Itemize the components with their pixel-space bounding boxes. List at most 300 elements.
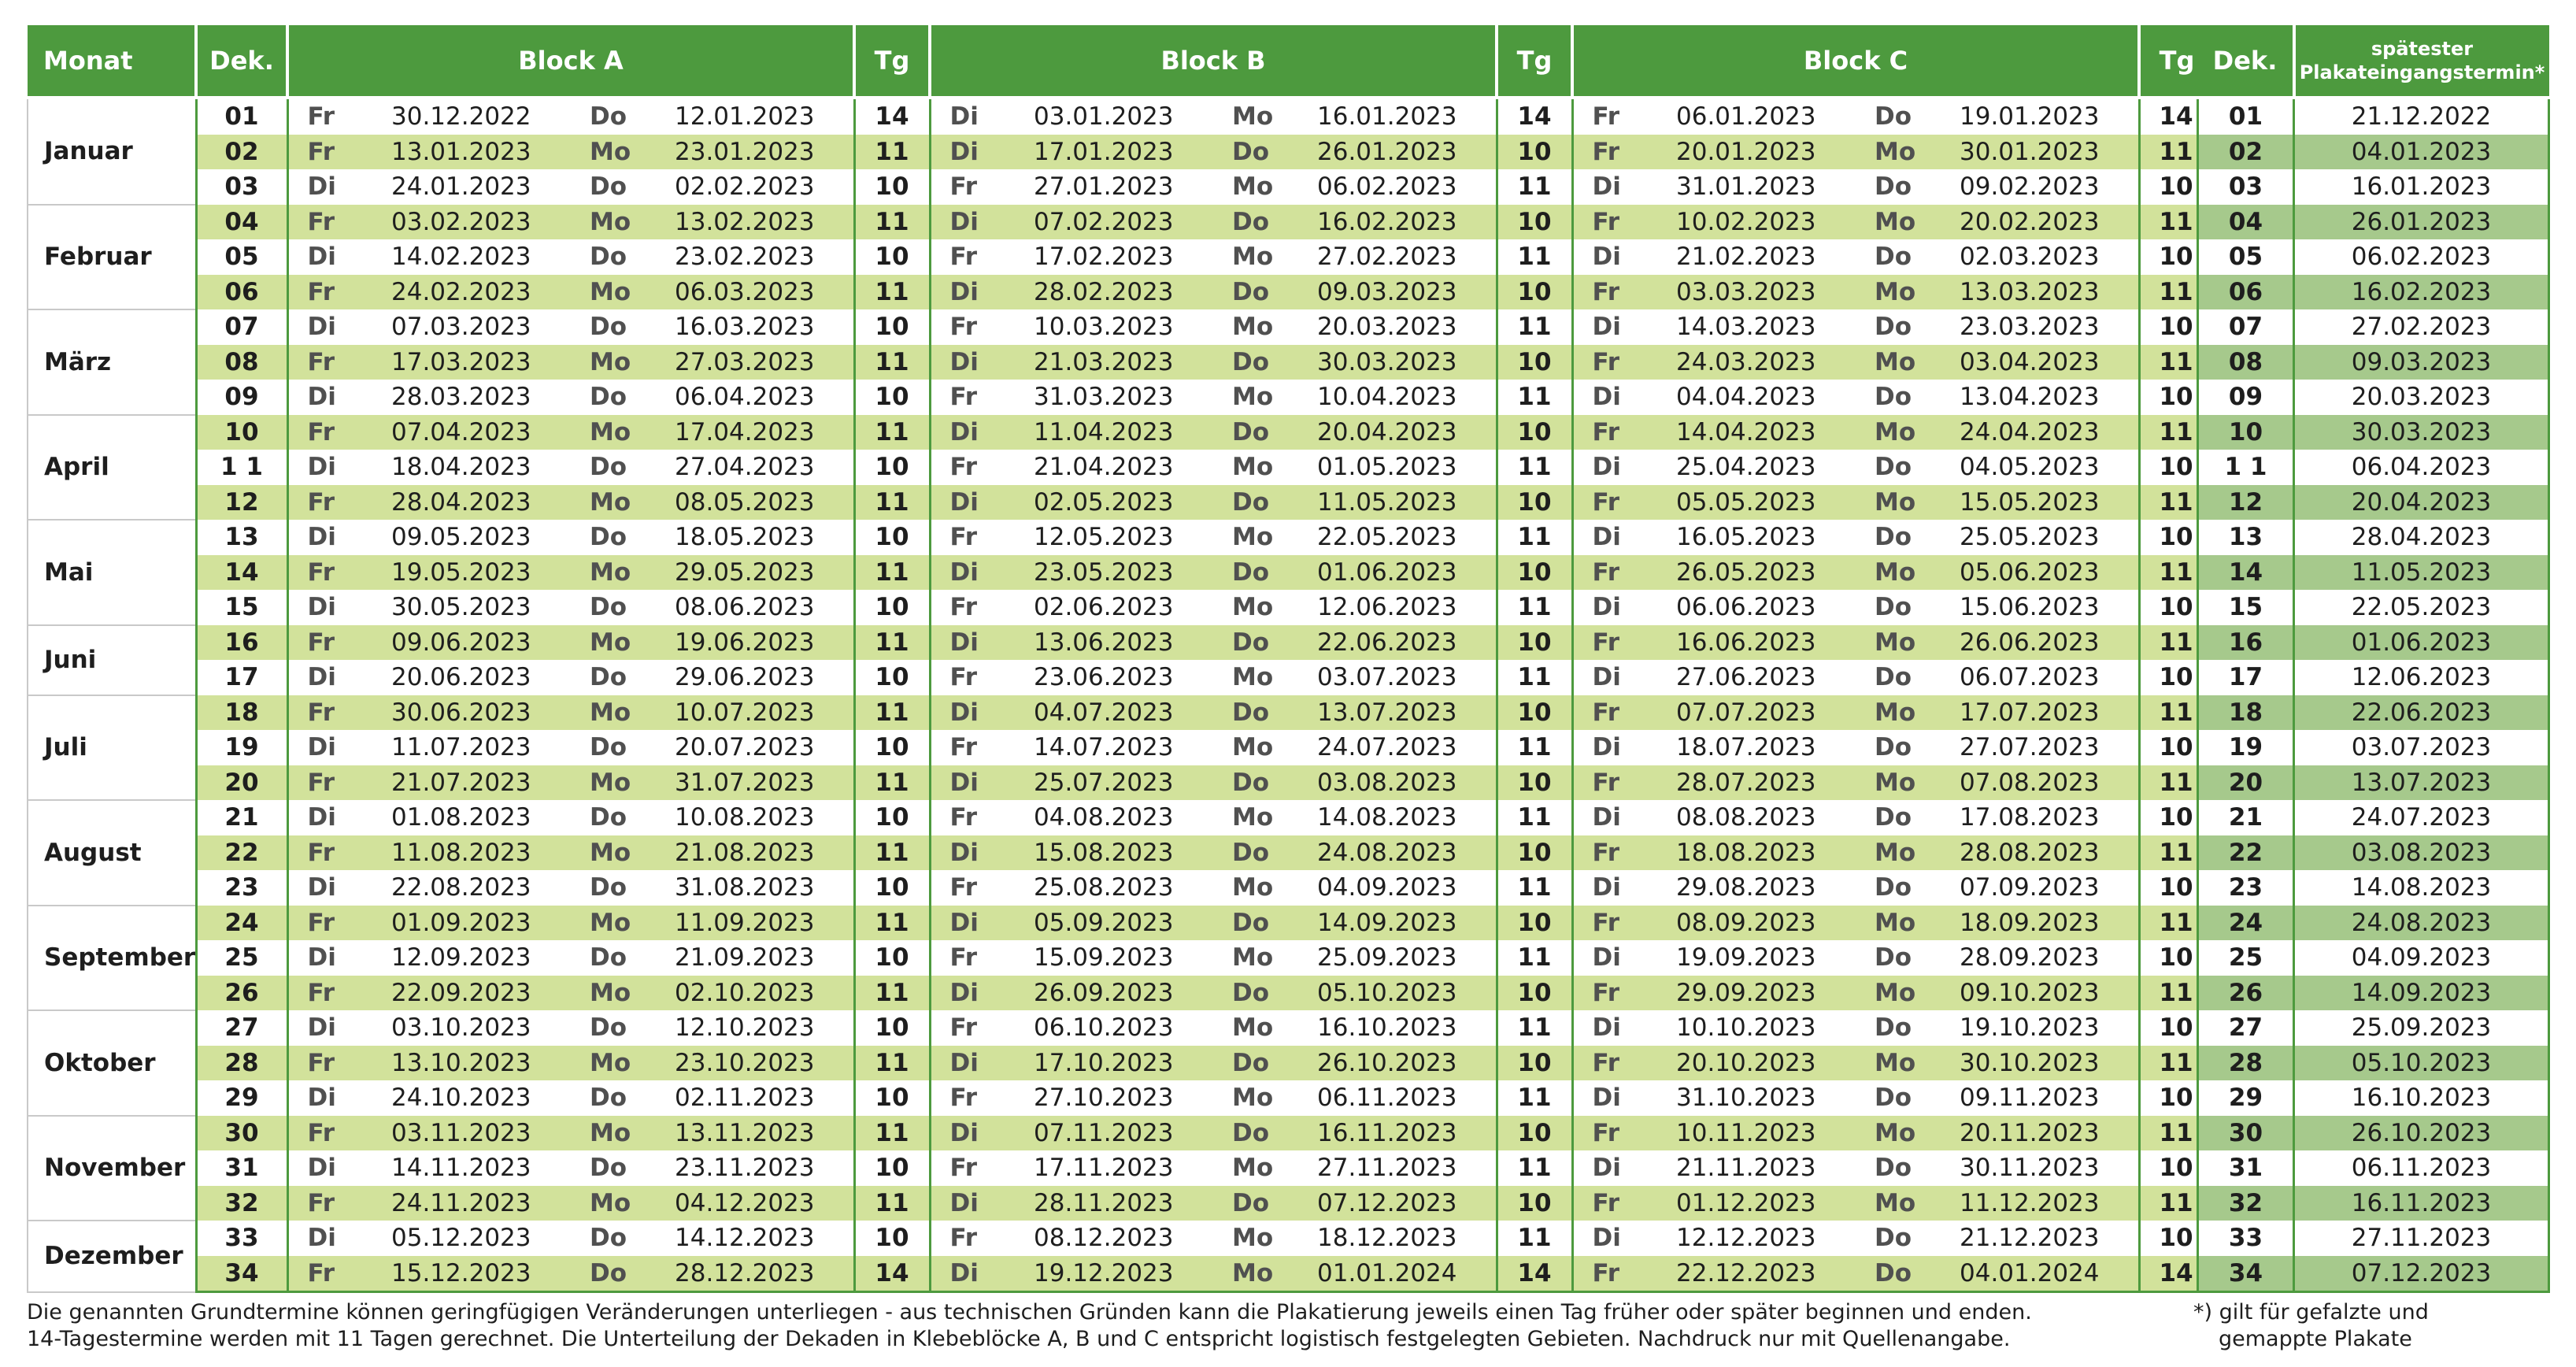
c-tg-cell: 11 [2139,906,2213,941]
c-end-day-cell: Do [1875,1084,1912,1113]
a-start-date-cell: 09.06.2023 [385,625,571,661]
deadline-dek-cell: 13 [2198,520,2294,555]
c-start-date-cell: 16.06.2023 [1670,625,1856,661]
a-end-date-cell: 13.11.2023 [668,1116,854,1151]
b-start-date-cell: 25.08.2023 [1034,873,1174,902]
c-tg-cell: 11 [2139,1186,2213,1221]
a-end-day-cell: Do [590,243,627,272]
dek-cell: 06 [196,275,287,310]
dek-cell: 32 [196,1186,287,1221]
b-tg-cell: 11 [1497,590,1572,625]
deadline-date-cell: 28.04.2023 [2294,520,2549,555]
a-end-day-cell: Do [590,453,627,482]
c-start-date-cell: 27.06.2023 [1676,663,1816,692]
b-start-day-cell: Di [930,625,1027,661]
c-end-day-cell: Mo [1856,275,1953,310]
header-right-dek: Dek. [2198,25,2294,96]
deadline-dek-cell: 01 [2198,99,2294,135]
b-tg-cell: 11 [1497,800,1572,835]
a-end-date-cell: 10.08.2023 [675,803,815,832]
c-tg-cell: 11 [2139,695,2213,731]
a-start-date-cell: 03.11.2023 [385,1116,571,1151]
dek-cell: 33 [196,1221,287,1256]
c-end-day-cell: Mo [1856,555,1953,591]
a-tg-cell: 10 [854,520,930,555]
a-start-day-cell: Di [287,520,385,555]
b-end-date-cell: 13.07.2023 [1311,695,1497,731]
deadline-dek-cell: 12 [2198,485,2294,520]
c-end-date-cell: 06.07.2023 [1960,663,2100,692]
dek-cell: 24 [196,906,287,941]
deadline-dek-cell: 33 [2198,1221,2294,1256]
a-tg-cell: 10 [854,380,930,415]
table-row [28,415,2213,450]
a-start-day-cell: Fr [287,275,385,310]
c-end-day-cell: Mo [1856,765,1953,801]
a-tg-cell: 11 [854,695,930,731]
a-start-date-cell: 28.04.2023 [385,485,571,520]
b-start-date-cell: 21.03.2023 [1027,345,1213,380]
month-label: November [28,1116,196,1221]
deadline-row [2198,99,2549,135]
b-start-date-cell: 04.07.2023 [1027,695,1213,731]
deadline-date-cell: 06.04.2023 [2294,450,2549,485]
deadline-row [2198,695,2549,731]
c-start-day-cell: Fr [1572,415,1670,450]
table-row [28,309,2213,345]
dek-cell: 10 [196,415,287,450]
a-start-day-cell: Fr [287,625,385,661]
b-end-date-cell: 16.02.2023 [1311,205,1497,240]
deadline-dek-cell: 07 [2198,309,2294,345]
a-tg-cell: 10 [854,1010,930,1046]
table-row [28,695,2213,731]
c-tg-cell: 10 [2139,660,2213,695]
deadline-date-cell: 21.12.2022 [2294,99,2549,135]
deadline-dek-cell: 26 [2198,976,2294,1011]
a-end-day-cell: Mo [571,906,668,941]
deadline-date-cell: 22.05.2023 [2294,590,2549,625]
a-end-date-cell: 17.04.2023 [668,415,854,450]
deadline-date-cell: 24.07.2023 [2294,800,2549,835]
a-tg-cell: 11 [854,485,930,520]
c-start-date-cell: 03.03.2023 [1670,275,1856,310]
deadline-date-cell: 05.10.2023 [2294,1046,2549,1081]
dek-cell: 15 [196,590,287,625]
b-tg-cell: 11 [1497,940,1572,976]
b-start-date-cell: 07.11.2023 [1027,1116,1213,1151]
deadline-dek-cell: 22 [2198,835,2294,871]
b-end-date-cell: 24.07.2023 [1317,733,1457,762]
c-start-day-cell: Di [1592,172,1621,202]
table-row [28,1221,2213,1256]
b-start-date-cell: 28.02.2023 [1027,275,1213,310]
deadline-dek-cell: 34 [2198,1256,2294,1292]
b-start-date-cell: 02.06.2023 [1034,593,1174,622]
b-start-date-cell: 26.09.2023 [1027,976,1213,1011]
c-start-day-cell: Di [1592,873,1621,902]
a-end-day-cell: Do [571,1256,668,1292]
deadline-dek-cell: 28 [2198,1046,2294,1081]
deadline-dek-cell: 32 [2198,1186,2294,1221]
deadline-row [2198,1046,2549,1081]
b-end-day-cell: Mo [1232,453,1274,482]
b-tg-cell: 10 [1497,906,1572,941]
a-start-day-cell: Di [287,309,385,345]
b-end-day-cell: Do [1213,345,1311,380]
a-end-day-cell: Mo [571,415,668,450]
c-end-date-cell: 07.09.2023 [1960,873,2100,902]
b-start-day-cell: Fr [949,453,977,482]
month-label: September [28,906,196,1011]
b-end-date-cell: 25.09.2023 [1317,943,1457,972]
a-tg-cell: 11 [854,555,930,591]
a-start-date-cell: 03.10.2023 [391,1013,531,1043]
a-tg-cell: 10 [854,1080,930,1116]
c-start-day-cell: Di [1592,733,1621,762]
c-start-day-cell: Fr [1572,485,1670,520]
b-end-day-cell: Do [1213,1046,1311,1081]
table-row [28,345,2213,380]
dek-cell: 12 [196,485,287,520]
a-start-day-cell: Fr [287,485,385,520]
c-start-day-cell: Fr [1572,976,1670,1011]
dek-cell: 25 [196,940,287,976]
c-end-date-cell: 30.01.2023 [1953,135,2139,170]
a-tg-cell: 10 [854,730,930,765]
c-start-date-cell: 26.05.2023 [1670,555,1856,591]
c-end-day-cell: Do [1856,1256,1953,1292]
deadline-date-cell: 20.03.2023 [2294,380,2549,415]
a-start-day-cell: Di [287,730,385,765]
deadline-date-cell: 07.12.2023 [2294,1256,2549,1292]
b-start-day-cell: Di [930,415,1027,450]
c-start-date-cell: 21.11.2023 [1676,1154,1816,1183]
table-row [28,555,2213,591]
a-end-date-cell: 06.03.2023 [668,275,854,310]
c-start-date-cell: 24.03.2023 [1670,345,1856,380]
table-row [28,1080,2213,1116]
main-schedule-table [27,25,2215,1293]
deadline-dek-cell: 05 [2198,239,2294,275]
deadline-row [2198,590,2549,625]
table-row [28,1116,2213,1151]
c-end-date-cell: 17.08.2023 [1960,803,2100,832]
b-start-day-cell: Di [930,1116,1027,1151]
b-tg-cell: 14 [1497,99,1572,135]
deadline-dek-cell: 04 [2198,205,2294,240]
b-tg-cell: 10 [1497,976,1572,1011]
a-start-date-cell: 30.06.2023 [385,695,571,731]
b-start-day-cell: Di [930,485,1027,520]
c-start-day-cell: Fr [1572,1256,1670,1292]
deadline-row [2198,1186,2549,1221]
a-tg-cell: 11 [854,1116,930,1151]
b-end-date-cell: 07.12.2023 [1311,1186,1497,1221]
dek-cell: 1 1 [196,450,287,485]
b-start-day-cell: Fr [949,873,977,902]
a-start-day-cell: Fr [287,345,385,380]
deadline-date-cell: 27.11.2023 [2294,1221,2549,1256]
c-end-date-cell: 04.05.2023 [1960,453,2100,482]
a-end-date-cell: 23.11.2023 [675,1154,815,1183]
b-end-date-cell: 11.05.2023 [1311,485,1497,520]
b-tg-cell: 10 [1497,275,1572,310]
month-label: Mai [28,520,196,625]
c-end-date-cell: 25.05.2023 [1960,523,2100,552]
c-end-day-cell: Do [1875,1224,1912,1253]
a-start-date-cell: 12.09.2023 [391,943,531,972]
a-end-day-cell: Mo [571,1186,668,1221]
month-label: April [28,415,196,520]
table-row [28,1256,2213,1292]
a-tg-cell: 11 [854,345,930,380]
c-start-day-cell: Fr [1572,835,1670,871]
a-start-date-cell: 17.03.2023 [385,345,571,380]
b-end-day-cell: Mo [1232,593,1274,622]
c-tg-cell: 11 [2139,485,2213,520]
dek-cell: 07 [196,309,287,345]
a-end-date-cell: 10.07.2023 [668,695,854,731]
c-end-day-cell: Do [1875,1013,1912,1043]
deadline-date-cell: 14.08.2023 [2294,870,2549,906]
c-start-date-cell: 29.09.2023 [1670,976,1856,1011]
c-start-date-cell: 08.08.2023 [1676,803,1816,832]
b-end-date-cell: 01.06.2023 [1311,555,1497,591]
header-monat: Monat [28,25,196,96]
month-label: Januar [28,99,196,205]
b-end-day-cell: Do [1213,695,1311,731]
c-end-date-cell: 15.05.2023 [1953,485,2139,520]
a-start-day-cell: Di [287,1080,385,1116]
a-tg-cell: 10 [854,450,930,485]
a-start-day-cell: Fr [287,1116,385,1151]
c-start-date-cell: 14.04.2023 [1670,415,1856,450]
b-end-day-cell: Do [1213,906,1311,941]
a-start-date-cell: 30.05.2023 [391,593,531,622]
b-start-day-cell: Di [930,695,1027,731]
a-start-day-cell: Di [287,380,385,415]
c-tg-cell: 10 [2139,309,2213,345]
dek-cell: 29 [196,1080,287,1116]
a-end-day-cell: Do [590,593,627,622]
b-tg-cell: 11 [1497,520,1572,555]
month-label: Juni [28,625,196,695]
a-tg-cell: 10 [854,590,930,625]
c-end-date-cell: 21.12.2023 [1960,1224,2100,1253]
b-start-date-cell: 04.08.2023 [1034,803,1174,832]
deadline-date-cell: 04.09.2023 [2294,940,2549,976]
c-start-date-cell: 22.12.2023 [1670,1256,1856,1292]
c-end-day-cell: Do [1875,733,1912,762]
c-start-date-cell: 19.09.2023 [1676,943,1816,972]
dek-cell: 19 [196,730,287,765]
b-end-day-cell: Do [1213,976,1311,1011]
deadline-date-cell: 26.10.2023 [2294,1116,2549,1151]
a-start-day-cell: Fr [287,906,385,941]
b-start-day-cell: Fr [949,1084,977,1113]
deadline-dek-cell: 25 [2198,940,2294,976]
a-start-day-cell: Fr [287,835,385,871]
a-start-day-cell: Fr [287,99,385,135]
footnote-line-1: *) gilt für gefalzte und [2193,1300,2429,1324]
a-end-date-cell: 31.08.2023 [675,873,815,902]
header-block-b: Block B [930,25,1497,96]
b-end-day-cell: Mo [1232,102,1274,132]
table-row [28,765,2213,801]
deadline-date-cell: 06.11.2023 [2294,1150,2549,1186]
a-end-day-cell: Do [590,873,627,902]
b-tg-cell: 10 [1497,485,1572,520]
a-end-date-cell: 20.07.2023 [675,733,815,762]
b-end-day-cell: Mo [1232,1084,1274,1113]
deadline-row [2198,835,2549,871]
c-end-date-cell: 19.01.2023 [1960,102,2100,132]
b-start-day-cell: Di [930,275,1027,310]
dek-cell: 09 [196,380,287,415]
table-row [28,275,2213,310]
b-end-day-cell: Mo [1232,243,1274,272]
a-end-date-cell: 21.08.2023 [668,835,854,871]
b-start-day-cell: Di [930,1046,1027,1081]
deadline-date-cell: 27.02.2023 [2294,309,2549,345]
b-end-date-cell: 06.11.2023 [1317,1084,1457,1113]
deadline-row [2198,660,2549,695]
c-end-date-cell: 13.04.2023 [1960,383,2100,412]
table-row [28,99,2213,135]
b-end-day-cell: Mo [1232,943,1274,972]
b-start-date-cell: 15.08.2023 [1027,835,1213,871]
c-end-day-cell: Mo [1856,835,1953,871]
b-start-date-cell: 21.04.2023 [1034,453,1174,482]
month-label: Oktober [28,1010,196,1116]
c-tg-cell: 10 [2139,1150,2213,1186]
c-end-date-cell: 07.08.2023 [1953,765,2139,801]
deadline-dek-cell: 24 [2198,906,2294,941]
b-end-date-cell: 27.11.2023 [1317,1154,1457,1183]
deadline-date-cell: 16.11.2023 [2294,1186,2549,1221]
deadline-row [2198,205,2549,240]
a-start-date-cell: 11.08.2023 [385,835,571,871]
a-start-date-cell: 01.08.2023 [391,803,531,832]
a-end-day-cell: Mo [571,345,668,380]
deadline-dek-cell: 30 [2198,1116,2294,1151]
deadline-row [2198,135,2549,170]
b-start-date-cell: 31.03.2023 [1034,383,1174,412]
c-start-date-cell: 07.07.2023 [1670,695,1856,731]
deadline-dek-cell: 23 [2198,870,2294,906]
a-start-day-cell: Di [287,450,385,485]
c-end-day-cell: Mo [1856,625,1953,661]
a-start-date-cell: 15.12.2023 [385,1256,571,1292]
dek-cell: 26 [196,976,287,1011]
c-start-date-cell: 25.04.2023 [1676,453,1816,482]
b-tg-cell: 11 [1497,1150,1572,1186]
c-end-day-cell: Do [1875,593,1912,622]
deadline-dek-cell: 21 [2198,800,2294,835]
a-tg-cell: 10 [854,660,930,695]
b-start-date-cell: 12.05.2023 [1034,523,1174,552]
a-tg-cell: 11 [854,835,930,871]
header-block-a: Block A [287,25,854,96]
c-start-date-cell: 06.01.2023 [1676,102,1816,132]
deadline-row [2198,415,2549,450]
c-tg-cell: 11 [2139,765,2213,801]
b-end-date-cell: 03.07.2023 [1317,663,1457,692]
c-end-date-cell: 26.06.2023 [1953,625,2139,661]
c-tg-cell: 11 [2139,275,2213,310]
a-end-date-cell: 19.06.2023 [668,625,854,661]
b-end-date-cell: 12.06.2023 [1317,593,1457,622]
a-end-date-cell: 02.11.2023 [675,1084,815,1113]
table-row [28,239,2213,275]
b-start-date-cell: 17.11.2023 [1034,1154,1174,1183]
c-start-day-cell: Fr [1572,1116,1670,1151]
deadline-dek-cell: 19 [2198,730,2294,765]
c-start-day-cell: Fr [1572,205,1670,240]
b-start-day-cell: Di [930,345,1027,380]
b-tg-cell: 11 [1497,1221,1572,1256]
a-end-day-cell: Mo [571,555,668,591]
b-end-date-cell: 26.10.2023 [1311,1046,1497,1081]
deadline-date-cell: 22.06.2023 [2294,695,2549,731]
deadline-row [2198,625,2549,661]
c-tg-cell: 10 [2139,1080,2213,1116]
c-start-date-cell: 21.02.2023 [1676,243,1816,272]
dek-cell: 27 [196,1010,287,1046]
month-label: Juli [28,695,196,801]
b-tg-cell: 11 [1497,450,1572,485]
a-end-date-cell: 23.01.2023 [668,135,854,170]
c-tg-cell: 10 [2139,800,2213,835]
b-end-date-cell: 20.03.2023 [1317,313,1457,342]
a-start-date-cell: 24.11.2023 [385,1186,571,1221]
b-tg-cell: 10 [1497,1116,1572,1151]
dek-cell: 08 [196,345,287,380]
deadline-dek-cell: 18 [2198,695,2294,731]
c-start-day-cell: Di [1592,523,1621,552]
b-start-day-cell: Di [930,765,1027,801]
c-tg-cell: 10 [2139,1221,2213,1256]
a-start-day-cell: Fr [287,415,385,450]
a-end-day-cell: Do [590,523,627,552]
c-tg-cell: 11 [2139,835,2213,871]
a-start-day-cell: Di [287,940,385,976]
b-tg-cell: 11 [1497,1010,1572,1046]
b-end-date-cell: 05.10.2023 [1311,976,1497,1011]
c-end-day-cell: Do [1875,1154,1912,1183]
a-tg-cell: 10 [854,800,930,835]
c-end-date-cell: 15.06.2023 [1960,593,2100,622]
c-start-date-cell: 18.07.2023 [1676,733,1816,762]
deadline-row [2198,555,2549,591]
deadline-row [2198,309,2549,345]
a-tg-cell: 11 [854,415,930,450]
c-tg-cell: 11 [2139,625,2213,661]
c-end-date-cell: 20.02.2023 [1953,205,2139,240]
a-end-day-cell: Do [590,1084,627,1113]
month-label: März [28,309,196,415]
a-end-date-cell: 06.04.2023 [675,383,815,412]
table-row [28,205,2213,240]
a-start-date-cell: 14.02.2023 [391,243,531,272]
b-start-day-cell: Di [930,906,1027,941]
a-end-day-cell: Mo [571,765,668,801]
c-start-date-cell: 12.12.2023 [1676,1224,1816,1253]
deadline-row [2198,450,2549,485]
c-start-day-cell: Di [1592,1154,1621,1183]
a-start-day-cell: Fr [287,976,385,1011]
